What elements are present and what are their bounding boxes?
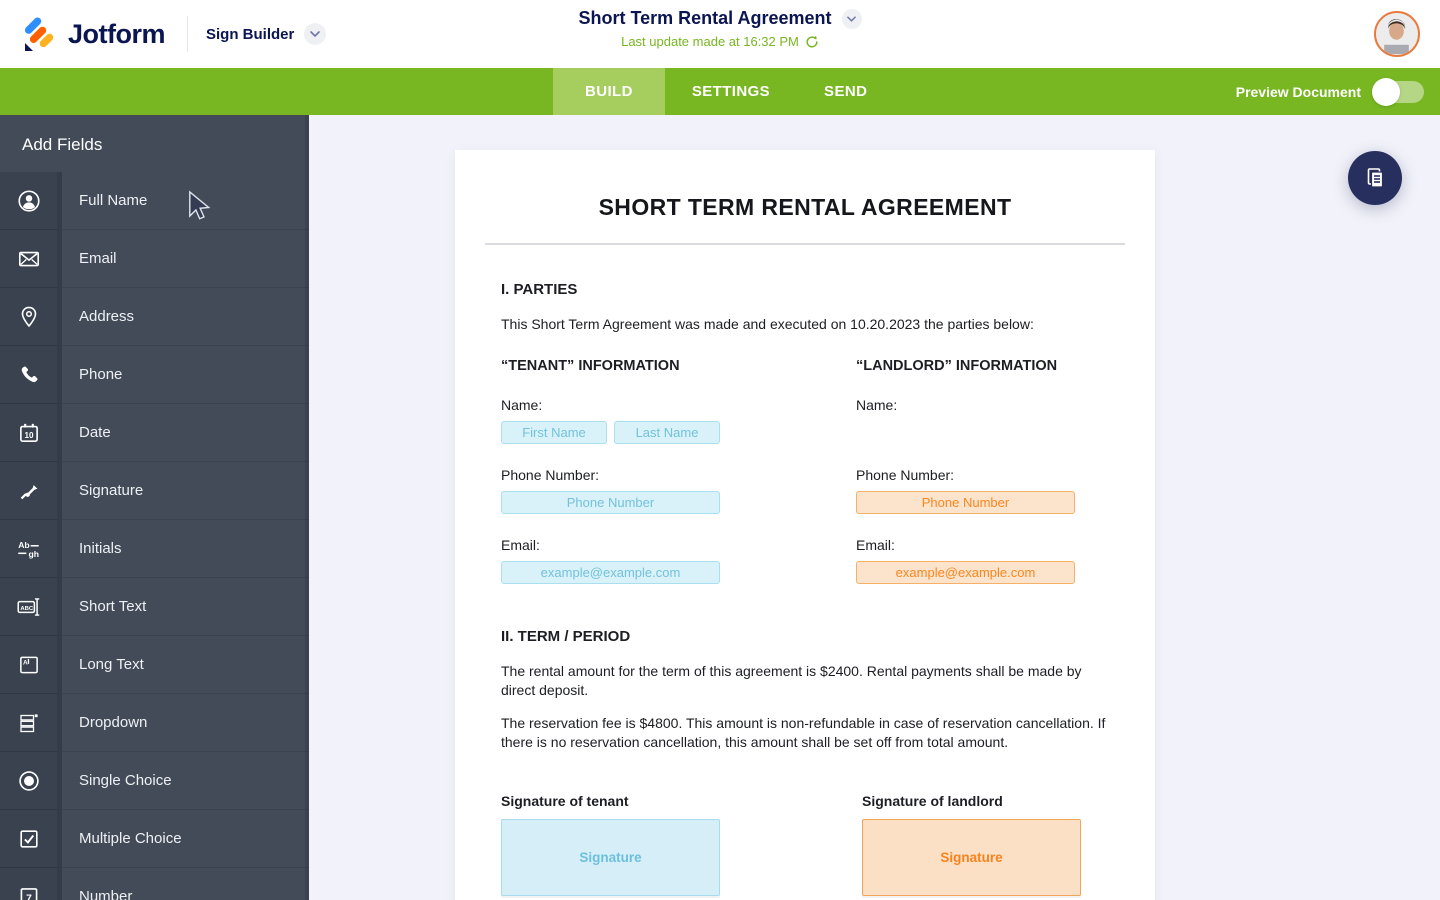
builder-tabs [553, 68, 894, 115]
sidebar-item-short-text[interactable] [0, 578, 309, 636]
landlord-phone-field[interactable]: Phone Number [856, 491, 1075, 514]
product-name: Sign Builder [206, 25, 295, 43]
brand-name: Jotform [68, 18, 165, 49]
long-text-icon [0, 636, 57, 694]
sidebar-item-single-choice[interactable] [0, 752, 309, 810]
map-pin-icon [0, 288, 57, 346]
chevron-down-icon [310, 31, 320, 37]
parties-intro: This Short Term Agreement was made and executed on 10.20.2023 the parties below: [501, 316, 1034, 332]
sidebar-title: Add Fields [22, 135, 103, 154]
svg-text:gh: gh [27, 548, 39, 559]
builder-navbar [0, 68, 1440, 115]
initials-icon [0, 520, 57, 578]
document-canvas [309, 115, 1440, 900]
header-divider [187, 16, 188, 52]
refresh-icon [805, 35, 819, 49]
term-heading: II. TERM / PERIOD [501, 628, 631, 645]
sidebar-item-multiple-choice[interactable] [0, 810, 309, 868]
tenant-phone-field[interactable]: Phone Number [501, 491, 720, 514]
term-paragraph-1: The rental amount for the term of this agreement is $2400. Rental payments shall be made by direct deposit. [501, 663, 1082, 698]
phone-icon [0, 346, 57, 404]
heading-rule [485, 243, 1125, 245]
title-menu-button[interactable] [842, 9, 862, 29]
tab-settings[interactable]: SETTINGS [691, 83, 771, 100]
landlord-signature-field[interactable]: Signature [862, 819, 1081, 896]
tab-build[interactable]: BUILD [553, 68, 665, 115]
calendar-icon [0, 404, 57, 462]
top-header [0, 0, 1440, 68]
landlord-column [856, 358, 1109, 584]
number-icon [0, 868, 57, 900]
short-text-icon [0, 578, 57, 636]
tenant-column [501, 358, 856, 584]
landlord-email-field[interactable]: example@example.com [856, 561, 1075, 584]
document-heading: SHORT TERM RENTAL AGREEMENT [598, 194, 1012, 220]
envelope-icon [0, 230, 57, 288]
sidebar-item-label: Multiple Choice [62, 810, 309, 868]
user-avatar[interactable] [1374, 11, 1420, 57]
preview-document-label: Preview Document [1235, 83, 1361, 100]
landlord-signature-label: Signature of landlord [862, 793, 1003, 810]
sidebar-item-phone[interactable] [0, 346, 309, 404]
sidebar-item-initials[interactable] [0, 520, 309, 578]
sidebar-item-label: Date [62, 404, 309, 462]
sidebar-item-label: Phone [62, 346, 309, 404]
sidebar-item-number[interactable] [0, 868, 309, 900]
tenant-email-label: Email: [501, 537, 540, 553]
document-page[interactable] [455, 150, 1155, 900]
landlord-name-spacer [856, 413, 1109, 444]
svg-text:7: 7 [25, 892, 32, 900]
brand-area [22, 0, 326, 68]
sidebar-item-label: Signature [62, 462, 309, 520]
avatar-photo [1376, 13, 1417, 54]
dropdown-icon [0, 694, 57, 752]
pen-nib-icon [0, 462, 57, 520]
tenant-email-field[interactable]: example@example.com [501, 561, 720, 584]
tenant-signature-label: Signature of tenant [501, 793, 629, 810]
tenant-first-name-field[interactable]: First Name [501, 421, 607, 444]
user-icon [0, 172, 57, 230]
sidebar-item-signature[interactable] [0, 462, 309, 520]
svg-text:A: A [22, 658, 28, 666]
tenant-name-label: Name: [501, 397, 543, 413]
preview-document-toggle[interactable] [1374, 81, 1424, 103]
sidebar-item-label: Single Choice [62, 752, 309, 810]
radio-icon [0, 752, 57, 810]
tab-send[interactable]: SEND [824, 83, 868, 100]
add-fields-sidebar [0, 115, 309, 900]
sidebar-item-long-text[interactable] [0, 636, 309, 694]
sidebar-item-label: Address [62, 288, 309, 346]
tenant-signature-field[interactable]: Signature [501, 819, 720, 896]
last-update-text: Last update made at 16:32 PM [621, 34, 799, 49]
parties-heading: I. PARTIES [501, 281, 578, 298]
chevron-down-icon [847, 16, 856, 22]
sidebar-item-label: Full Name [62, 172, 309, 230]
landlord-email-label: Email: [856, 537, 895, 553]
sidebar-item-label: Long Text [62, 636, 309, 694]
tenant-signature-block [501, 793, 862, 896]
document-pages-button[interactable] [1348, 151, 1402, 205]
sidebar-item-label: Initials [62, 520, 309, 578]
svg-text:10: 10 [23, 430, 34, 440]
sidebar-item-date[interactable] [0, 404, 309, 462]
sidebar-item-dropdown[interactable] [0, 694, 309, 752]
landlord-signature-block [862, 793, 1081, 896]
landlord-phone-label: Phone Number: [856, 467, 955, 483]
jotform-logo-icon [22, 16, 58, 52]
sidebar-item-full-name[interactable] [0, 172, 309, 230]
sidebar-item-email[interactable] [0, 230, 309, 288]
checkbox-icon [0, 810, 57, 868]
pages-icon [1362, 165, 1388, 191]
document-title: Short Term Rental Agreement [578, 8, 832, 28]
sidebar-item-label: Short Text [62, 578, 309, 636]
tenant-phone-label: Phone Number: [501, 467, 600, 483]
landlord-name-label: Name: [856, 397, 898, 413]
tenant-heading: “TENANT” INFORMATION [501, 358, 680, 374]
landlord-heading: “LANDLORD” INFORMATION [856, 358, 1058, 374]
svg-text:ABC: ABC [19, 605, 33, 612]
sidebar-item-address[interactable] [0, 288, 309, 346]
svg-text:Ab: Ab [17, 539, 30, 550]
field-list [0, 172, 309, 900]
document-title-area [460, 8, 980, 49]
sidebar-item-label: Dropdown [62, 694, 309, 752]
toggle-knob [1372, 78, 1400, 106]
tenant-last-name-field[interactable]: Last Name [614, 421, 720, 444]
product-switcher-button[interactable] [304, 23, 326, 45]
sidebar-item-label: Email [62, 230, 309, 288]
term-paragraph-2: The reservation fee is $4800. This amount is non-refundable in case of reservation cancellation. If there is no reservation cancellation, this amount shall be set off from total amount. [501, 715, 1106, 750]
sidebar-item-label: Number [62, 868, 309, 900]
